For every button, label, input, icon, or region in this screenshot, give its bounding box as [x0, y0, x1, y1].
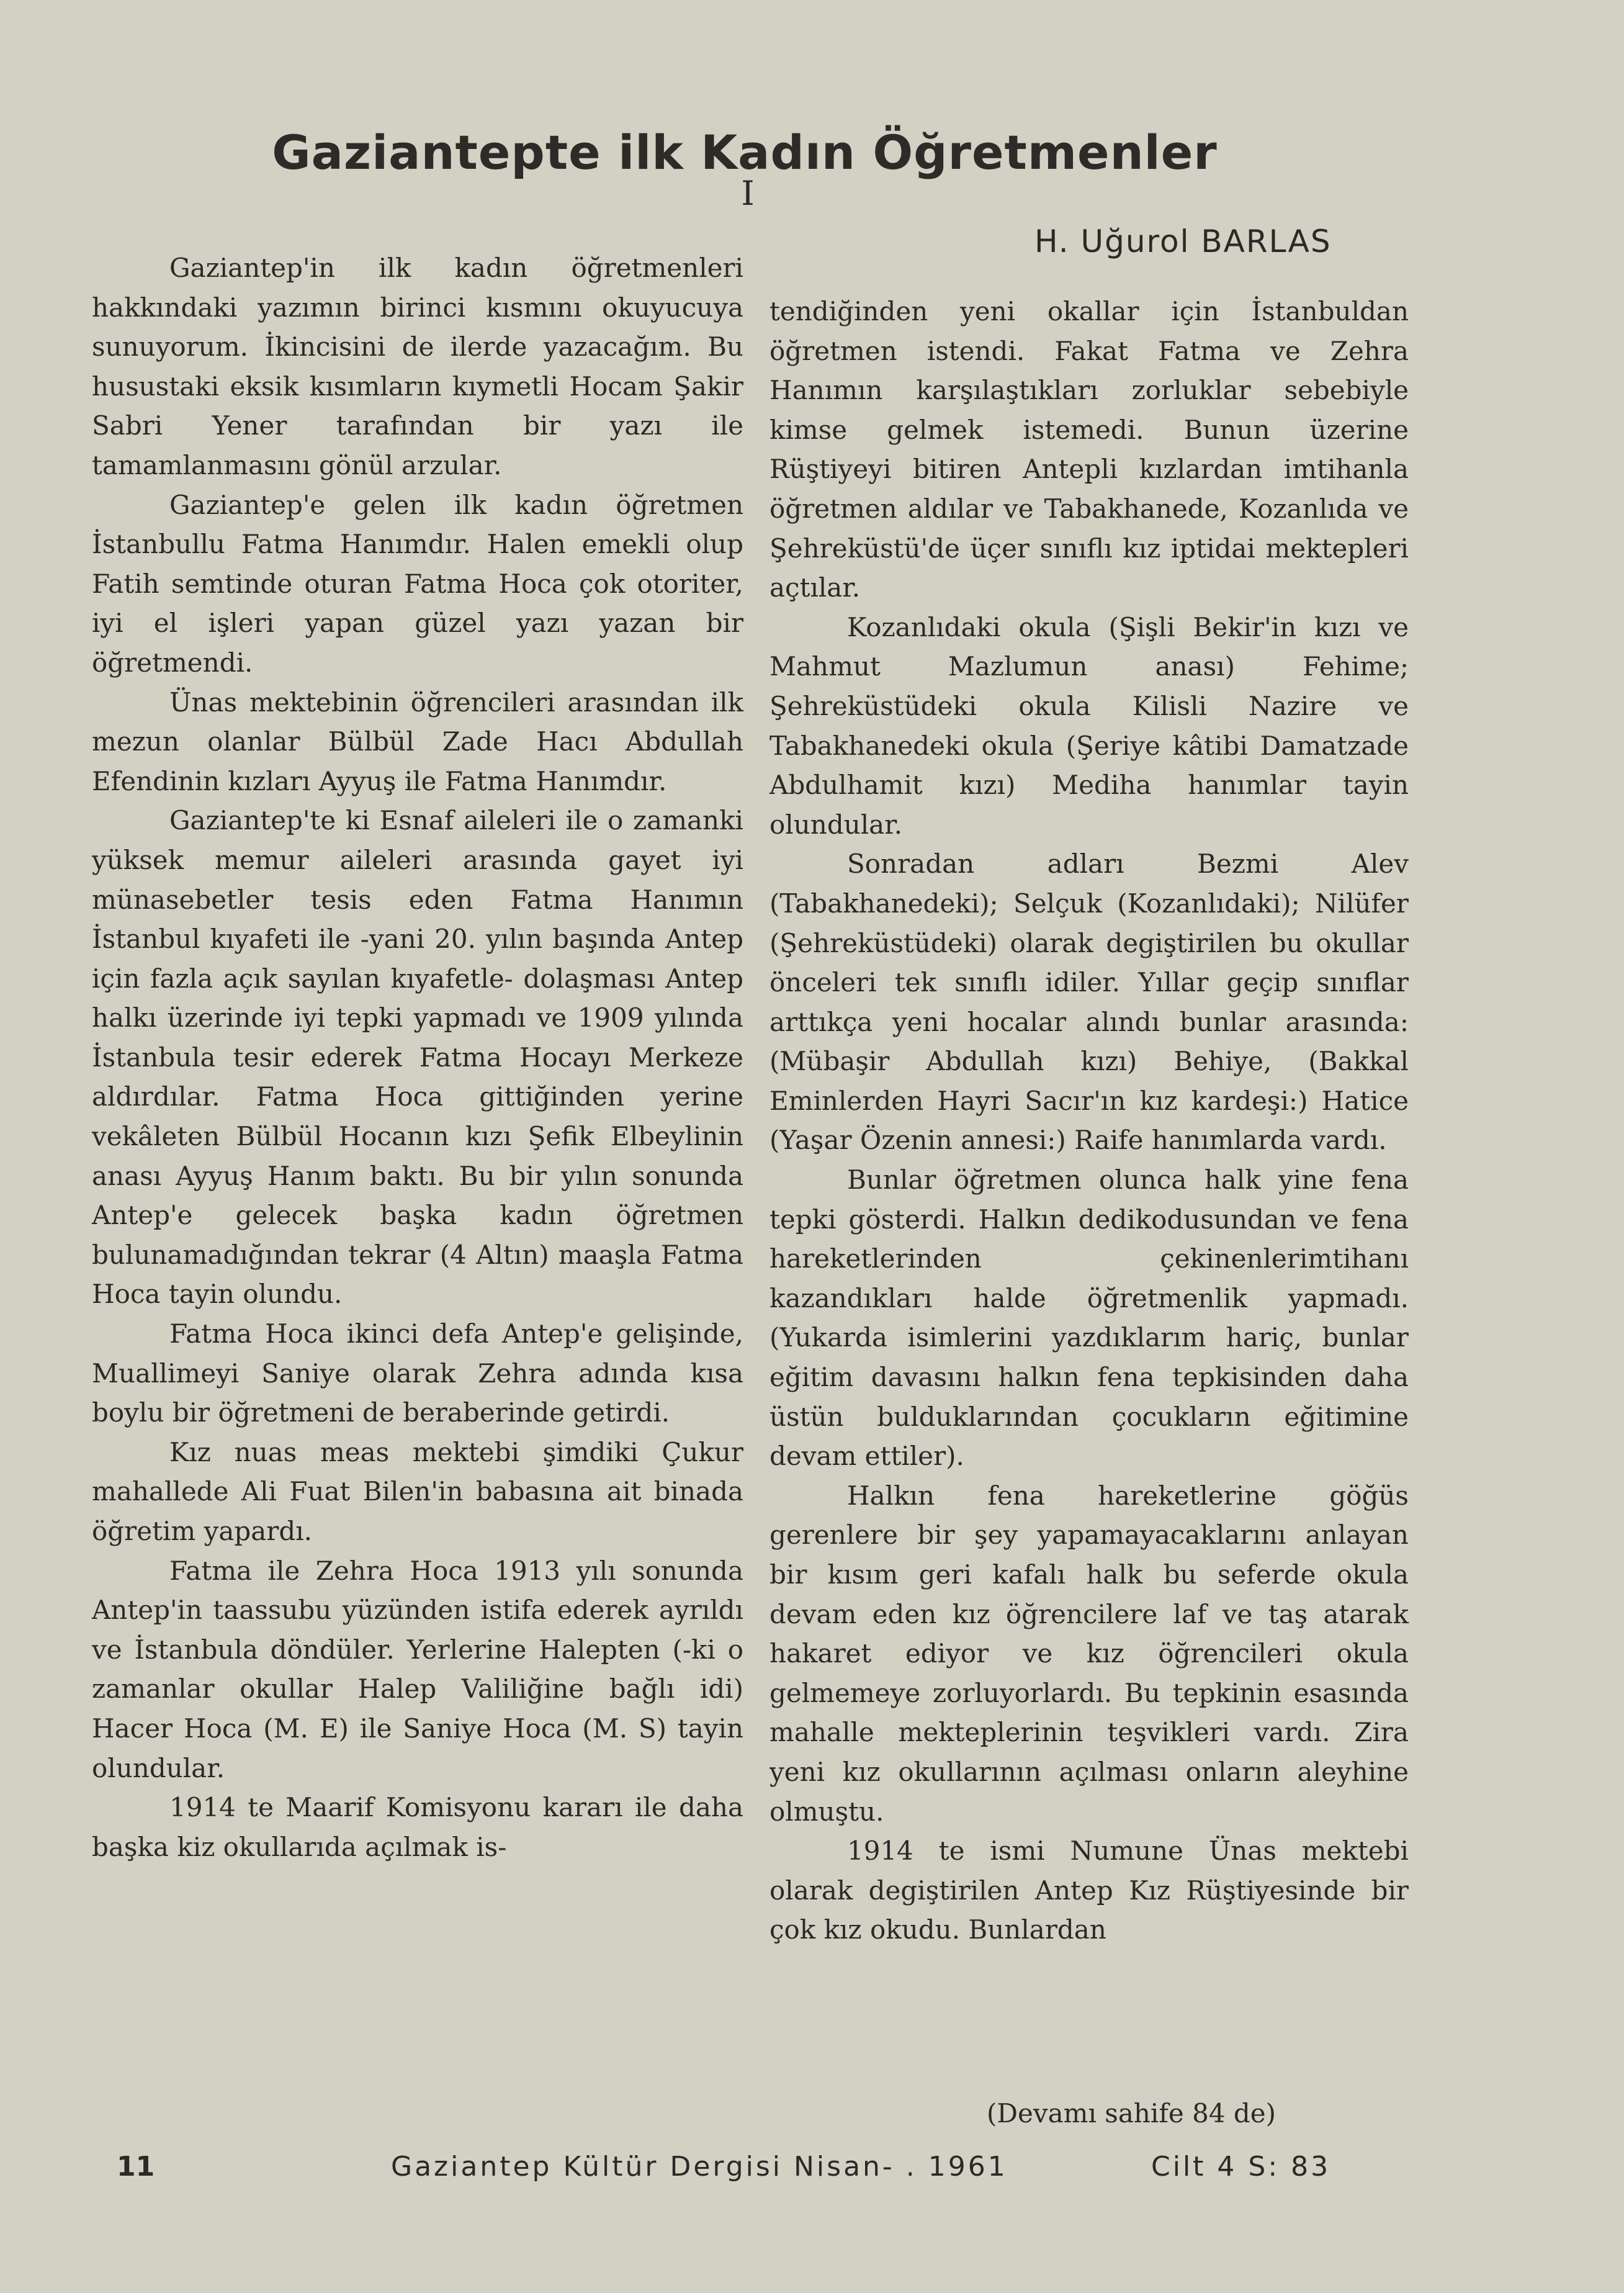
paragraph: Fatma ile Zehra Hoca 1913 yılı sonunda Antep'in taassubu yüzünden istifa ederek ayrıldı ve İstanbula döndüler. Yerlerine Halepten (-ki o zamanlar okullar Halep Valiliğine bağlı idi) Hacer Hoca (M. E) ile Saniye Hoca (M. S) tayin olundular.	[92, 1555, 743, 1783]
paragraph: Gaziantep'e gelen ilk kadın öğretmen İstanbullu Fatma Hanımdır. Halen emekli olup Fatih semtinde oturan Fatma Hoca çok otoriter, iyi el işleri yapan güzel yazı yazan bir öğretmendi.	[92, 489, 743, 678]
paragraph: Kız nuas meas mektebi şimdiki Çukur mahallede Ali Fuat Bilen'in babasına ait binada öğretim yapardı.	[92, 1436, 743, 1546]
paragraph: 1914 te Maarif Komisyonu kararı ile daha başka kiz okullarıda açılmak is-	[92, 1792, 743, 1862]
right-column	[769, 292, 1409, 1950]
paragraph: Bunlar öğretmen olunca halk yine fena tepki gösterdi. Halkın dedikodusundan ve fena hareketlerinden çekinenlerimtihanı kazandıkları halde öğretmenlik yapmadı. (Yukarda isimlerini yazdıklarım hariç, bunlar eğitim davasını halkın fena tepkisinden daha üstün bulduklarından çocukların eğitimine devam ettiler).	[769, 1165, 1409, 1472]
author-name: H. Uğurol BARLAS	[1034, 223, 1332, 259]
paragraph: Halkın fena hareketlerine göğüs gerenlere bir şey yapamayacaklarını anlayan bir kısım geri kafalı halk bu seferde okula devam eden kız öğrencilere laf ve taş atarak hakaret ediyor ve kız öğrencileri okula gelmemeye zorluyorlardı. Bu tepkinin esasında mahalle mekteplerinin teşvikleri vardı. Zira yeni kız okullarının açılması onların aleyhine olmuştu.	[769, 1480, 1409, 1827]
volume-issue: Cilt 4 S: 83	[1151, 2151, 1331, 2183]
paragraph: 1914 te ismi Numune Ünas mektebi olarak degiştirilen Antep Kız Rüştiyesinde bir çok kız okudu. Bunlardan	[769, 1836, 1409, 1945]
paragraph: Ünas mektebinin öğrencileri arasından ilk mezun olanlar Bülbül Zade Hacı Abdullah Efendinin kızları Ayyuş ile Fatma Hanımdır.	[92, 687, 743, 796]
paragraph: Sonradan adları Bezmi Alev (Tabakhanedeki); Selçuk (Kozanlıdaki); Nilüfer (Şehreküstüdeki) olarak degiştirilen bu okullar önceleri tek sınıflı idiler. Yıllar geçip sınıflar arttıkça yeni hocalar alındı bunlar arasında: (Mübaşir Abdullah kızı) Behiye, (Bakkal Eminlerden Hayri Sacır'ın kız kardeşi:) Hatice (Yaşar Özenin annesi:) Raife hanımlarda vardı.	[769, 849, 1409, 1156]
journal-name: Gaziantep Kültür Dergisi Nisan- . 1961	[391, 2151, 1008, 2183]
continued-note: (Devamı sahife 84 de)	[987, 2098, 1276, 2129]
part-number: I	[741, 174, 755, 213]
left-column	[92, 248, 743, 1867]
paragraph: Kozanlıdaki okula (Şişli Bekir'in kızı ve Mahmut Mazlumun anası) Fehime; Şehreküstüdeki okula Kilisli Nazire ve Tabakhanedeki okula (Şeriye kâtibi Damatzade Abdulhamit kızı) Mediha hanımlar tayin olundular.	[769, 611, 1409, 840]
page-number: 11	[117, 2151, 155, 2183]
paragraph: Gaziantep'te ki Esnaf aileleri ile o zamanki yüksek memur aileleri arasında gayet iyi münasebetler tesis eden Fatma Hanımın İstanbul kıyafeti ile -yani 20. yılın başında Antep için fazla açık sayılan kıyafetle- dolaşması Antep halkı üzerinde iyi tepki yapmadı ve 1909 yılında İstanbula tesir ederek Fatma Hocayı Merkeze aldırdılar. Fatma Hoca gittiğinden yerine vekâleten Bülbül Hocanın kızı Şefik Elbeylinin anası Ayyuş Hanım baktı. Bu bir yılın sonunda Antep'e gelecek başka kadın öğretmen bulunamadığından tekrar (4 Altın) maaşla Fatma Hoca tayin olundu.	[92, 805, 743, 1310]
paragraph: tendiğinden yeni okallar için İstanbuldan öğretmen istendi. Fakat Fatma ve Zehra Hanımın karşılaştıkları zorluklar sebebiyle kimse gelmek istemedi. Bunun üzerine Rüştiyeyi bitiren Antepli kızlardan imtihanla öğretmen aldılar ve Tabakhanede, Kozanlıda ve Şehreküstü'de üçer sınıflı kız iptidai mektepleri açtılar.	[769, 296, 1409, 603]
paragraph: Fatma Hoca ikinci defa Antep'e gelişinde, Muallimeyi Saniye olarak Zehra adında kısa boylu bir öğretmeni de beraberinde getirdi.	[92, 1318, 743, 1428]
article-title: Gaziantepte ilk Kadın Öğretmenler	[272, 124, 1218, 180]
page-footer	[0, 2151, 1624, 2188]
paragraph: Gaziantep'in ilk kadın öğretmenleri hakkındaki yazımın birinci kısmını okuyucuya sunuyorum. İkincisini de ilerde yazacağım. Bu husustaki eksik kısımların kıymetli Hocam Şakir Sabri Yener tarafından bir yazı ile tamamlanmasını gönül arzular.	[92, 253, 743, 480]
